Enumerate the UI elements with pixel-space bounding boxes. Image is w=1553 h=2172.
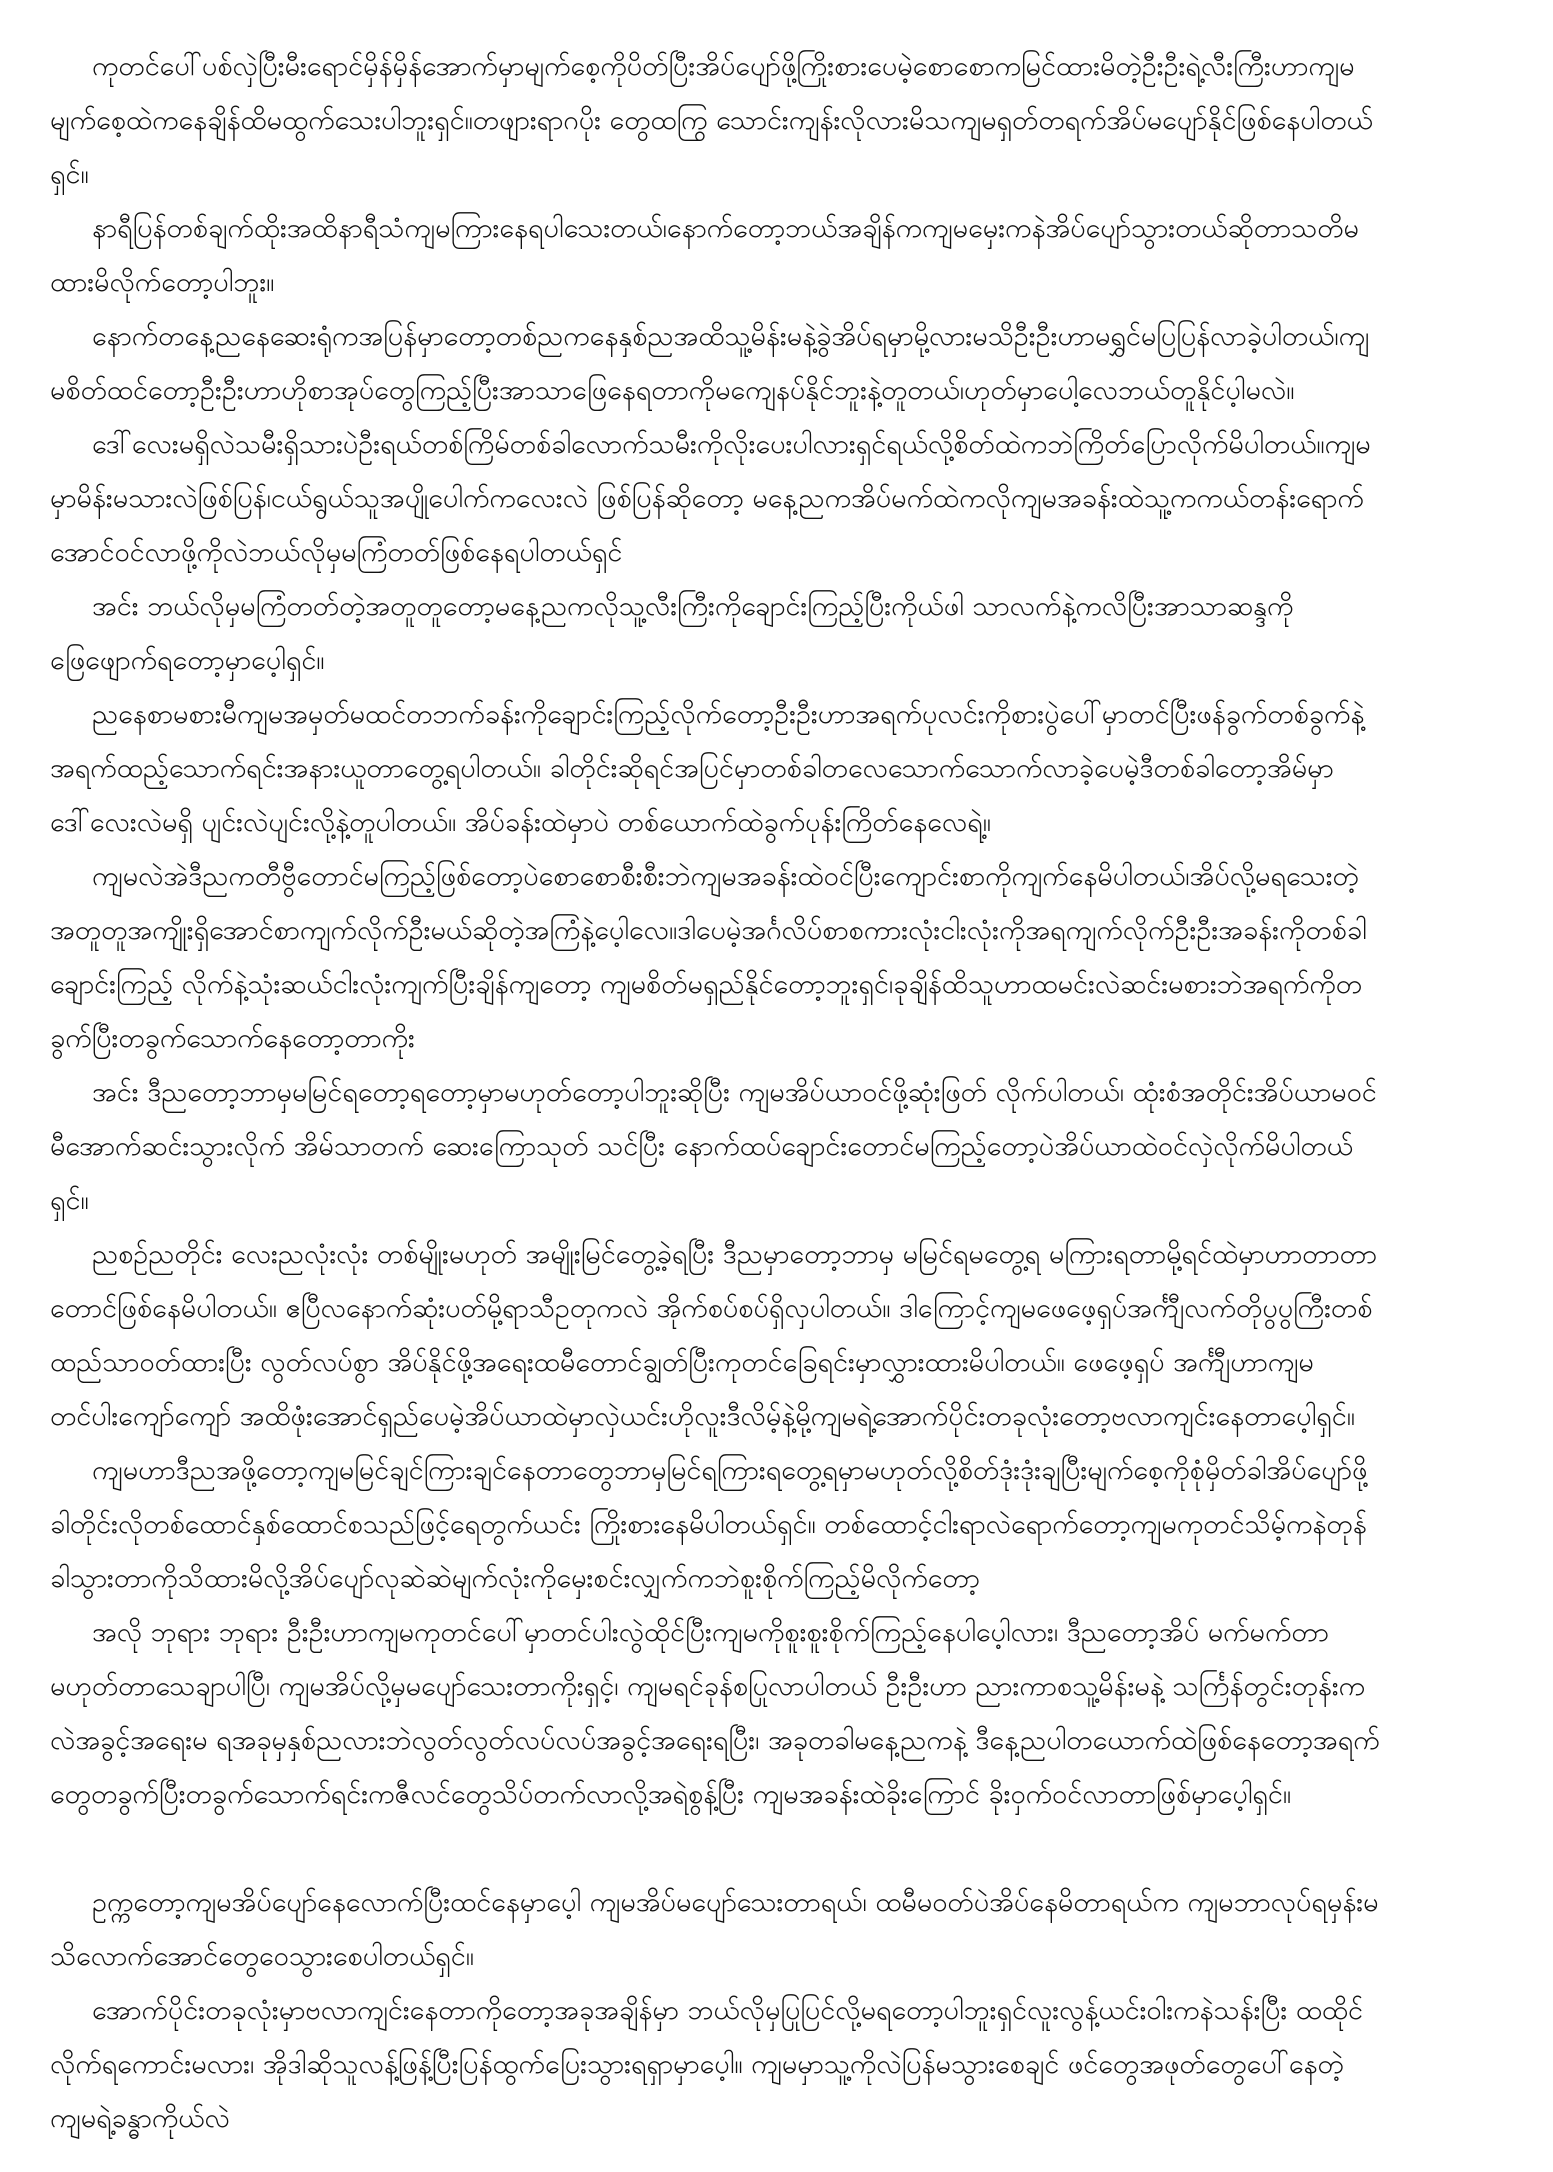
paragraph-12: ဥက္ကတော့ကျမအိပ်ပျော်နေလောက်ပြီးထင်နေမှာပေ့ါ ကျမအိပ်မပျော်သေးတာရယ်၊ ထမီမဝတ်ပဲအိပ်နေမိတာရယ်က ကျမဘာလုပ်ရမှန်းမသိလောက်အောင်တွေဝေသွားစေပါတယ်ရှင်။ [50, 1887, 1379, 1972]
paragraph-11: အလို ဘုရား ဘုရား ဦးဦးဟာကျမကုတင်ပေါ်မှာတင်ပါးလွဲထိုင်ပြီးကျမကိုစူးစူးစိုက်ကြည့်နေပါပေ့ါလား၊ ဒီညတော့အိပ် မက်မက်တာမဟုတ်တာသေချာပါပြီ၊ ကျမအိပ်လို့မှမပျော်သေးတာကိုးရှင့်၊ ကျမရင်ခုန်စပြုလာပါတယ် ဦးဦးဟာ ညားကာစသူ့မိန်းမနဲ့ သင်္ကြန်တွင်းတုန်းကလဲအခွင့်အရေးမ ရအခုမှနှစ်ညလားဘဲလွတ်လွတ်လပ်လပ်အခွင့်အရေးရပြီး၊ အခုတခါမနေ့ညကနဲ့ ဒီနေ့ညပါတယောက်ထဲဖြစ်နေတော့အရက် တွေတခွက်ပြီးတခွက်သောက်ရင်းကဇီလင်တွေသိပ်တက်လာလို့အရဲစွန့်ပြီး ကျမအခန်းထဲခိုးကြောင် ခိုးဝှက်ဝင်လာတာဖြစ်မှာပေ့ါရှင်။ [50, 1617, 1380, 1810]
paragraph-8: အင်း ဒီညတော့ဘာမှမမြင်ရတော့ရတော့မှာမဟုတ်တော့ပါဘူးဆိုပြီး ကျမအိပ်ယာဝင်ဖို့ဆုံးဖြတ် လိုက်ပါတယ်၊ ထုံးစံအတိုင်းအိပ်ယာမဝင်မီအောက်ဆင်းသွားလိုက် အိမ်သာတက် ဆေးကြောသုတ် သင်ပြီး နောက်ထပ်ချောင်းတောင်မကြည့်တော့ပဲအိပ်ယာထဲဝင်လှဲလိုက်မိပါတယ်ရှင်။ [50, 1077, 1377, 1216]
paragraph-9: ညစဉ်ညတိုင်း လေးညလုံးလုံး တစ်မျိုးမဟုတ် အမျိုးမြင်တွေ့ခဲ့ရပြီး ဒီညမှာတော့ဘာမှ မမြင်ရမတွေ့ရ မကြားရတာမို့ရင်ထဲမှာဟာတာတာတောင်ဖြစ်နေမိပါတယ်။ ဧပြီလနောက်ဆုံးပတ်မို့ရာသီဥတုကလဲ အိုက်စပ်စပ်ရှိလှပါတယ်။ ဒါကြောင့်ကျမဖေဖေ့ရှပ်အင်္ကျီလက်တိုပွပွကြီးတစ်ထည်သာဝတ်ထားပြီး လွတ်လပ်စွာ အိပ်နိုင်ဖို့အရေးထမီတောင်ချွတ်ပြီးကုတင်ခြေရင်းမှာလွှားထားမိပါတယ်။ ဖေဖေ့ရှပ် အင်္ကျီဟာကျမတင်ပါးကျော်ကျော် အထိဖုံးအောင်ရှည်ပေမဲ့အိပ်ယာထဲမှာလှဲယင်းဟိုလူးဒီလိမ့်နဲ့မို့ကျမရဲ့အောက်ပိုင်းတခုလုံးတော့ဗလာကျင်းနေတာပေ့ါရှင်။ [50, 1239, 1377, 1432]
paragraph-5: အင်း ဘယ်လိုမှမကြံတတ်တဲ့အတူတူတော့မနေ့ညကလိုသူ့လီးကြီးကိုချောင်းကြည့်ပြီးကိုယ်ဖါ သာလက်နဲ့ကလိပြီးအာသာဆန္ဒကိုဖြေဖျောက်ရတော့မှာပေ့ါရှင်။ [50, 591, 1294, 676]
paragraph-10: ကျမဟာဒီညအဖို့တော့ကျမမြင်ချင်ကြားချင်နေတာတွေဘာမှမြင်ရကြားရတွေ့ရမှာမဟုတ်လို့စိတ်ဒုံးဒုံးချပြီးမျက်စေ့ကိုစုံမှိတ်ခါအိပ်ပျော်ဖို့ ခါတိုင်းလိုတစ်ထောင်နှစ်ထောင်စသည်ဖြင့်ရေတွက်ယင်း ကြိုးစားနေမိပါတယ်ရှင်။ တစ်ထောင့်ငါးရာလဲရောက်တော့ကျမကုတင်သိမ့်ကနဲတုန်ခါသွားတာကိုသိထားမိလို့အိပ်ပျော်လုဆဲဆဲမျက်လုံးကိုမှေးစင်းလျှက်ကဘဲစူးစိုက်ကြည့်မိလိုက်တော့ [50, 1455, 1368, 1594]
paragraph-1: ကုတင်ပေါ်ပစ်လှဲပြီးမီးရောင်မှိန်မှိန်အောက်မှာမျက်စေ့ကိုပိတ်ပြီးအိပ်ပျော်ဖို့ကြိုးစားပေမဲ့စောစောကမြင်ထားမိတဲ့ဦးဦးရဲ့လီးကြီးဟာကျမမျက်စေ့ထဲကနေချိန်ထိမထွက်သေးပါဘူးရှင်။တဖျားရာဂပိုး တွေထကြွ သောင်းကျန်းလိုလားမိသကျမရှတ်တရက်အိပ်မပျော်နိုင်ဖြစ်နေပါတယ်ရှင်။ [50, 51, 1373, 190]
document-page [50, 40, 1380, 2150]
paragraph-gap [50, 1822, 1380, 1876]
paragraph-4: ဒေါ်လေးမရှိလဲသမီးရှိသားပဲဦးရယ်တစ်ကြိမ်တစ်ခါလောက်သမီးကိုလိုးပေးပါလားရှင်ရယ်လို့စိတ်ထဲကဘဲကြိတ်ပြောလိုက်မိပါတယ်။ကျမမှာမိန်းမသားလဲဖြစ်ပြန်၊ငယ်ရွယ်သူအပျိုပေါက်ကလေးလဲ ဖြစ်ပြန်ဆိုတော့ မနေ့ညကအိပ်မက်ထဲကလိုကျမအခန်းထဲသူ့ကကယ်တန်းရောက်အောင်ဝင်လာဖို့ကိုလဲဘယ်လိုမှမကြံတတ်ဖြစ်နေရပါတယ်ရှင် [50, 429, 1371, 568]
paragraph-13: အောက်ပိုင်းတခုလုံးမှာဗလာကျင်းနေတာကိုတော့အခုအချိန်မှာ ဘယ်လိုမှပြုပြင်လို့မရတော့ပါဘူးရှင်လူးလွန့်ယင်းဝါးကနဲသန်းပြီး ထထိုင်လိုက်ရကောင်းမလား၊ အိုဒါဆိုသူလန့်ဖြန့်ပြီးပြန်ထွက်ပြေးသွားရရှာမှာပေ့ါ။ ကျမမှာသူ့ကိုလဲပြန်မသွားစေချင် ဖင်တွေအဖုတ်တွေပေါ်နေတဲ့ ကျမရဲ့ခန္ဓာကိုယ်လဲ [50, 1995, 1364, 2134]
paragraph-7: ကျမလဲအဲဒီညကတီဗွီတောင်မကြည့်ဖြစ်တော့ပဲစောစောစီးစီးဘဲကျမအခန်းထဲဝင်ပြီးကျောင်းစာကိုကျက်နေမိပါတယ်၊အိပ်လို့မရသေးတဲ့အတူတူအကျိုးရှိအောင်စာကျက်လိုက်ဦးမယ်ဆိုတဲ့အကြံနဲ့ပေ့ါလေ။ဒါပေမဲ့အင်္ဂလိပ်စာစကားလုံးငါးလုံးကိုအရကျက်လိုက်ဦးဦးအခန်းကိုတစ်ခါချောင်းကြည့် လိုက်နဲ့သုံးဆယ်ငါးလုံးကျက်ပြီးချိန်ကျတော့ ကျမစိတ်မရှည်နိုင်တော့ဘူးရှင်၊ခုချိန်ထိသူဟာထမင်းလဲဆင်းမစားဘဲအရက်ကိုတခွက်ပြီးတခွက်သောက်နေတော့တာကိုး [50, 861, 1367, 1054]
paragraph-3: နောက်တနေ့ညနေဆေးရုံကအပြန်မှာတော့တစ်ညကနေနှစ်ညအထိသူ့မိန်းမနဲ့ခွဲအိပ်ရမှာမို့လားမသိဦးဦးဟာမရွှင်မပြပြန်လာခဲ့ပါတယ်၊ကျမစိတ်ထင်တော့ဦးဦးဟာဟိုစာအုပ်တွေကြည့်ပြီးအာသာဖြေနေရတာကိုမကျေနပ်နိုင်ဘူးနဲ့တူတယ်၊ဟုတ်မှာပေါ့လေဘယ်တူနိုင်ပ့ါမလဲ။ [50, 321, 1370, 406]
paragraph-2: နာရီပြန်တစ်ချက်ထိုးအထိနာရီသံကျမကြားနေရပါသေးတယ်၊နောက်တော့ဘယ်အချိန်ကကျမမှေးကနဲအိပ်ပျော်သွားတယ်ဆိုတာသတိမထားမိလိုက်တော့ပါဘူး။ [50, 213, 1359, 298]
paragraph-6: ညနေစာမစားမီကျမအမှတ်မထင်တဘက်ခန်းကိုချောင်းကြည့်လိုက်တော့ဦးဦးဟာအရက်ပုလင်းကိုစားပွဲပေါ်မှာတင်ပြီးဖန်ခွက်တစ်ခွက်နဲ့အရက်ထည့်သောက်ရင်းအနားယူတာတွေ့ရပါတယ်။ ခါတိုင်းဆိုရင်အပြင်မှာတစ်ခါတလေသောက်သောက်လာခဲ့ပေမဲ့ဒီတစ်ခါတော့အိမ်မှာဒေါ်လေးလဲမရှိ ပျင်းလဲပျင်းလို့နဲ့တူပါတယ်။ အိပ်ခန်းထဲမှာပဲ တစ်ယောက်ထဲခွက်ပုန်းကြိတ်နေလေရဲ့။ [50, 699, 1365, 838]
